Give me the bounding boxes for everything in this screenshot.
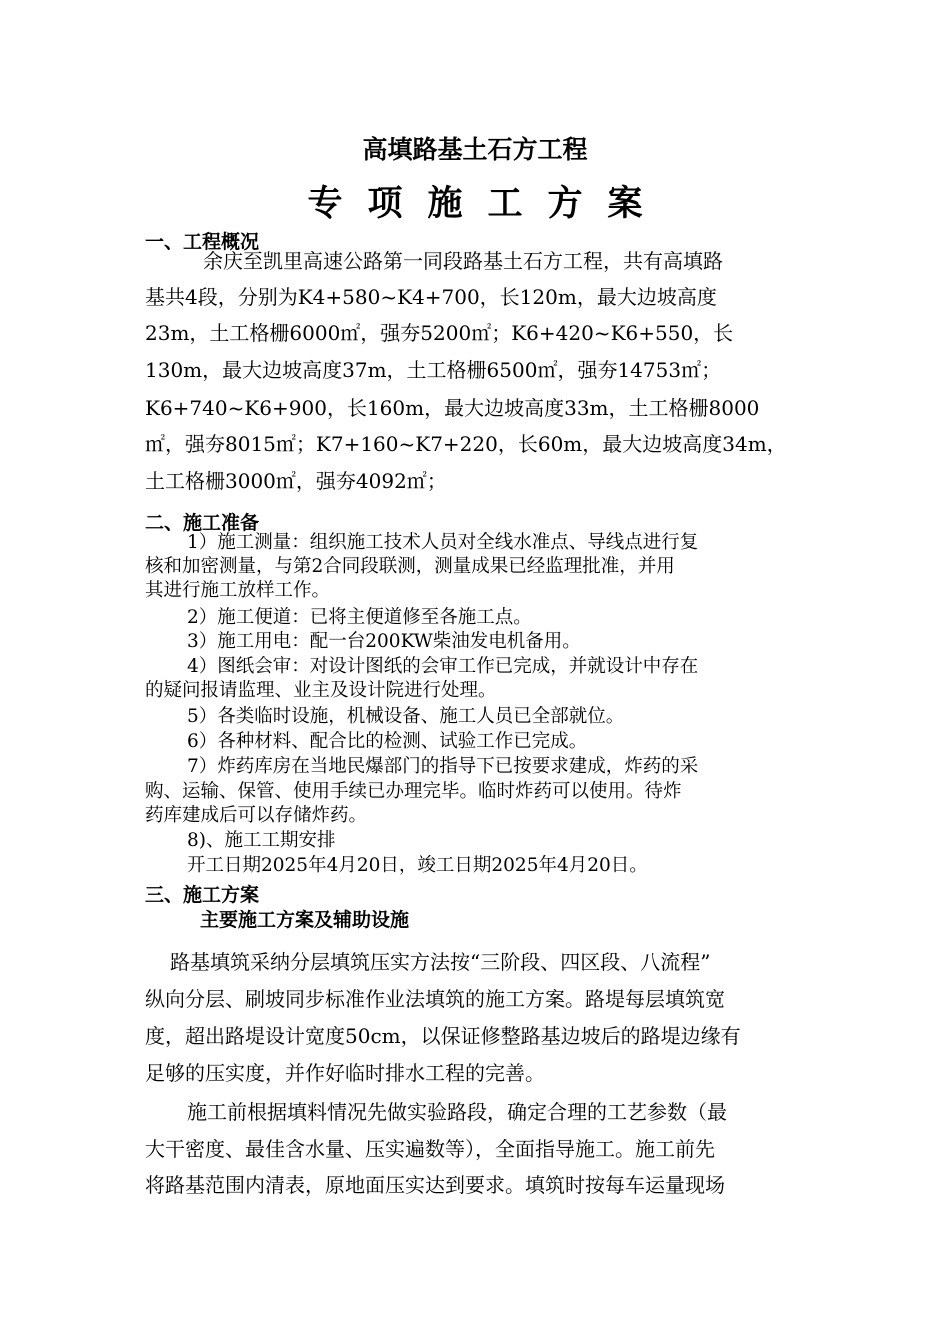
paragraph-line: 开工日期2025年4月20日，竣工日期2025年4月20日。 (187, 855, 648, 876)
paragraph-line: 的疑问报请监理、业主及设计院进行处理。 (145, 680, 497, 701)
paragraph-line: 余庆至凯里高速公路第一同段路基土石方工程，共有高填路 (203, 249, 723, 273)
paragraph-line: 足够的压实度，并作好临时排水工程的完善。 (145, 1061, 545, 1085)
paragraph-line: 5）各类临时设施，机械设备、施工人员已全部就位。 (187, 706, 625, 727)
paragraph-line: 土工格栅3000㎡，强夯4092㎡； (145, 469, 447, 493)
paragraph-line: 购、运输、保管、使用手续已办理完毕。临时炸药可以使用。待炸 (145, 781, 682, 802)
document-title: 高填路基土石方工程 (362, 135, 588, 164)
paragraph-line: 6）各种材料、配合比的检测、试验工作已完成。 (187, 731, 588, 752)
paragraph-line: 药库建成后可以存储炸药。 (145, 805, 368, 826)
paragraph-line: 130m，最大边坡高度37m，土工格栅6500㎡，强夯14753㎡； (145, 358, 722, 382)
paragraph-line: 2）施工便道：已将主便道修至各施工点。 (187, 607, 532, 628)
paragraph-line: 路基填筑采纳分层填筑压实方法按“三阶段、四区段、八流程” (170, 950, 711, 974)
section-heading-preparation: 二、施工准备 (145, 512, 260, 534)
paragraph-line: K6+740~K6+900，长160m，最大边坡高度33m，土工格栅8000 (145, 396, 760, 420)
paragraph-line: 23m，土工格栅6000㎡，强夯5200㎡；K6+420~K6+550，长 (145, 321, 734, 345)
paragraph-line: 大干密度、最佳含水量、压实遍数等），全面指导施工。施工前先 (145, 1137, 715, 1161)
paragraph-line: 7）炸药库房在当地民爆部门的指导下已按要求建成，炸药的采 (187, 756, 699, 777)
paragraph-line: ㎡，强夯8015㎡；K7+160~K7+220，长60m，最大边坡高度34m， (145, 432, 787, 456)
section-heading-overview: 一、工程概况 (145, 231, 260, 253)
paragraph-line: 3）施工用电：配一台200KW柴油发电机备用。 (187, 631, 581, 652)
paragraph-line: 将路基范围内清表，原地面压实达到要求。填筑时按每车运量现场 (145, 1173, 725, 1197)
paragraph-line: 核和加密测量，与第2合同段联测，测量成果已经监理批准，并用 (145, 556, 675, 577)
paragraph-line: 度，超出路堤设计宽度50cm，以保证修整路基边坡后的路堤边缘有 (145, 1024, 741, 1048)
paragraph-line: 纵向分层、刷坡同步标准作业法填筑的施工方案。路堤每层填筑宽 (145, 987, 725, 1011)
document-subtitle: 专项施工方案 (307, 183, 668, 224)
paragraph-line: 8)、施工工期安排 (187, 830, 336, 851)
section-subheading: 主要施工方案及辅助设施 (200, 909, 410, 931)
paragraph-line: 4）图纸会审：对设计图纸的会审工作已完成，并就设计中存在 (187, 656, 699, 677)
section-heading-plan: 三、施工方案 (145, 884, 260, 906)
paragraph-line: 施工前根据填料情况先做实验路段，确定合理的工艺参数（最 (187, 1100, 727, 1124)
paragraph-line: 基共4段，分别为K4+580~K4+700，长120m，最大边坡高度 (145, 285, 717, 309)
paragraph-line: 其进行施工放样工作。 (145, 580, 331, 601)
paragraph-line: 1）施工测量：组织施工技术人员对全线水准点、导线点进行复 (187, 532, 699, 553)
